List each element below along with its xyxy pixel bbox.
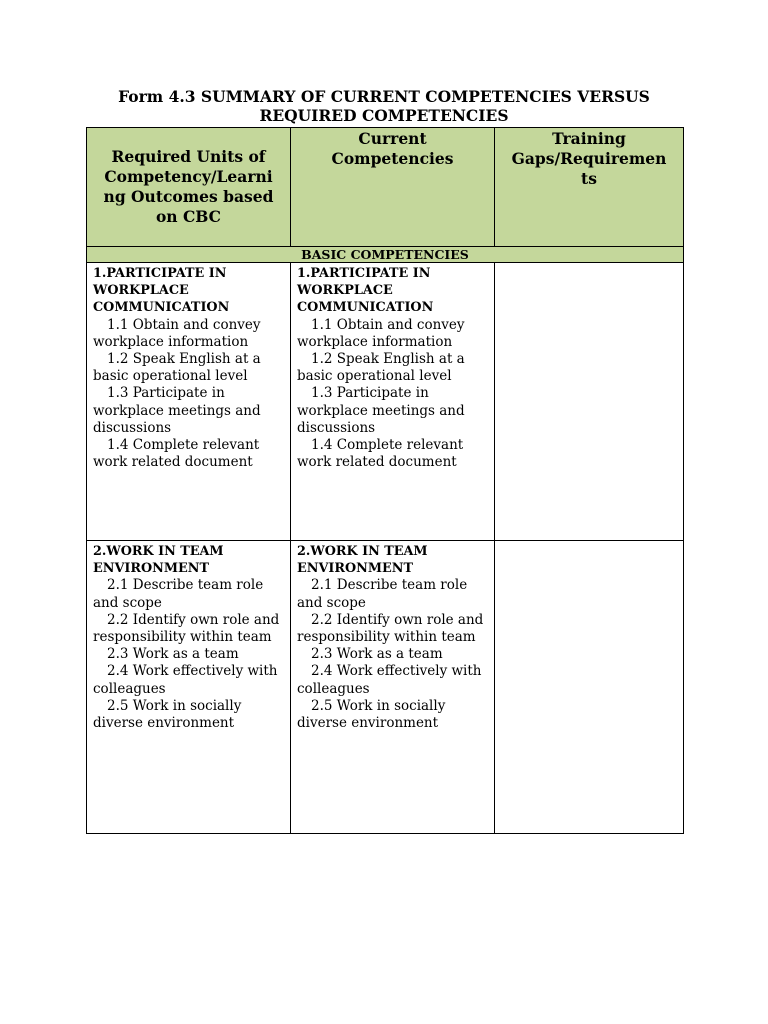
- learning-outcome: 1.2 Speak English at a basic operational level: [297, 351, 465, 385]
- header-required-line: on CBC: [155, 207, 222, 226]
- unit-title-line: ENVIRONMENT: [93, 561, 209, 577]
- header-required-line: ng Outcomes based: [103, 187, 274, 206]
- header-row: [87, 128, 684, 247]
- header-training-line: Training: [552, 129, 626, 148]
- learning-outcome: 2.4 Work effectively with colleagues: [297, 663, 482, 697]
- section-band: BASIC COMPETENCIES: [87, 247, 684, 263]
- header-training-line: Gaps/Requiremen: [511, 149, 667, 168]
- learning-outcome: 2.5 Work in socially diverse environment: [93, 697, 242, 732]
- unit-title-line: WORKPLACE: [297, 283, 393, 299]
- current-cell: [291, 263, 495, 541]
- form-title-line-1: Form 4.3 SUMMARY OF CURRENT COMPETENCIES VERSUS: [118, 87, 650, 106]
- header-required-line: Competency/Learni: [104, 167, 273, 186]
- table-row: [87, 263, 684, 541]
- unit-title: [93, 265, 286, 317]
- learning-outcome: 1.3 Participate in workplace meetings and discussions: [297, 385, 465, 436]
- learning-outcome: 1.3 Participate in workplace meetings and discussions: [93, 385, 261, 436]
- unit-title: [297, 543, 490, 577]
- unit-title-line: WORKPLACE: [93, 283, 189, 299]
- training-gaps-cell[interactable]: [495, 263, 684, 541]
- unit-title-line: COMMUNICATION: [297, 300, 434, 316]
- unit-title-line: 2.WORK IN TEAM: [93, 544, 224, 559]
- header-current-line: Competencies: [331, 149, 454, 168]
- learning-outcome: 2.1 Describe team role and scope: [297, 577, 468, 611]
- header-required-line: Required Units of: [111, 147, 266, 166]
- section-band-row: [87, 247, 684, 263]
- required-cell: [87, 541, 291, 834]
- learning-outcome: 1.1 Obtain and convey workplace information: [297, 316, 465, 350]
- form-title: [86, 87, 682, 125]
- unit-title-line: ENVIRONMENT: [297, 561, 413, 577]
- training-gaps-cell[interactable]: [495, 541, 684, 834]
- learning-outcome: 2.4 Work effectively with colleagues: [93, 663, 278, 697]
- unit-title-line: 1.PARTICIPATE IN: [93, 266, 227, 281]
- header-required-units: [87, 128, 291, 247]
- unit-title-line: 2.WORK IN TEAM: [297, 544, 428, 559]
- required-cell: [87, 263, 291, 541]
- competency-table: [86, 127, 684, 834]
- table-row: [87, 541, 684, 834]
- learning-outcome: 1.4 Complete relevant work related document: [93, 437, 260, 471]
- unit-title-line: 1.PARTICIPATE IN: [297, 266, 431, 281]
- unit-title: [93, 543, 286, 577]
- header-training-gaps: [495, 128, 684, 247]
- unit-title: [297, 265, 490, 317]
- learning-outcome: 2.3 Work as a team: [107, 646, 239, 663]
- unit-title-line: COMMUNICATION: [93, 300, 230, 316]
- learning-outcome: 2.1 Describe team role and scope: [93, 577, 264, 611]
- header-training-line: ts: [581, 169, 597, 188]
- learning-outcome: 1.2 Speak English at a basic operational level: [93, 351, 261, 385]
- learning-outcome: 2.5 Work in socially diverse environment: [297, 697, 446, 732]
- form-title-line-2: REQUIRED COMPETENCIES: [259, 106, 509, 125]
- learning-outcome: 2.2 Identify own role and responsibility within team: [93, 611, 280, 646]
- current-cell: [291, 541, 495, 834]
- learning-outcome: 2.2 Identify own role and responsibility within team: [297, 611, 484, 646]
- learning-outcome: 1.4 Complete relevant work related document: [297, 437, 464, 471]
- header-current-competencies: [291, 128, 495, 247]
- learning-outcome: 2.3 Work as a team: [311, 646, 443, 663]
- learning-outcome: 1.1 Obtain and convey workplace information: [93, 316, 261, 350]
- header-current-line: Current: [358, 129, 427, 148]
